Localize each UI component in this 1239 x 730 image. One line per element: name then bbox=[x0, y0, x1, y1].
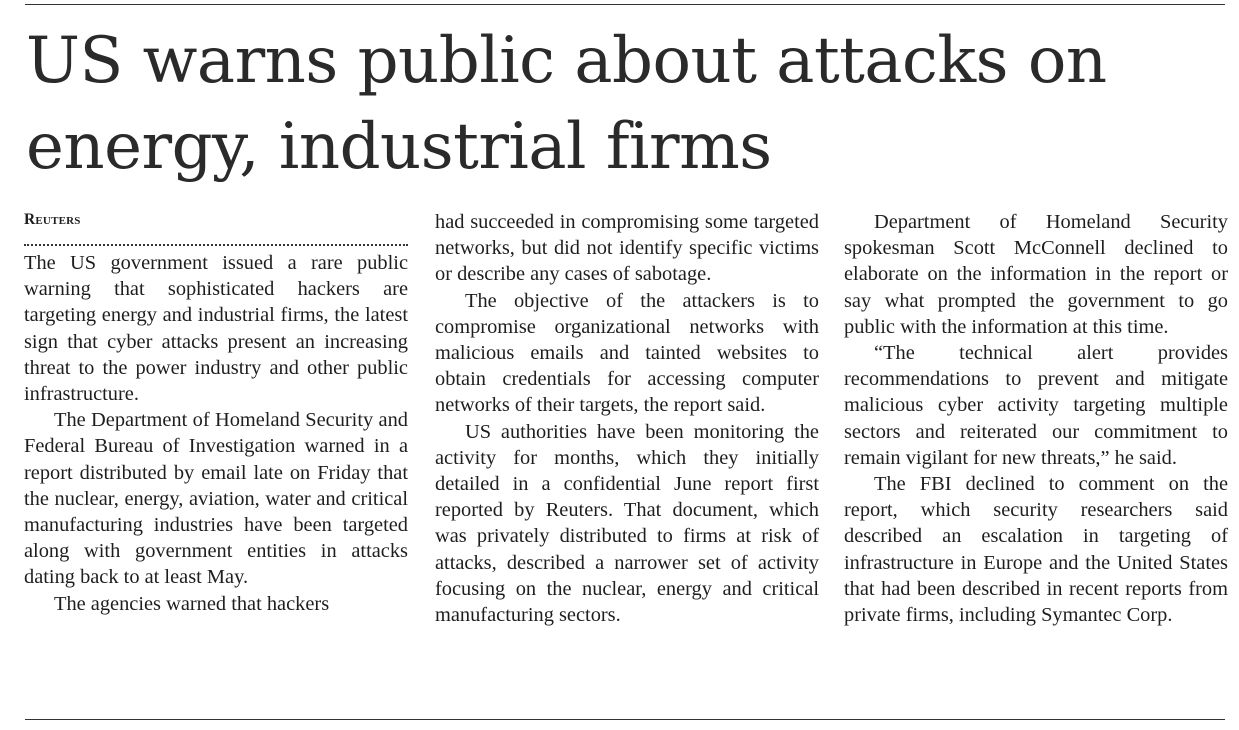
byline: Reuters bbox=[24, 211, 81, 228]
byline-divider bbox=[24, 244, 408, 246]
paragraph: Department of Homeland Security spokesman Scott McConnell declined to elaborate on the information in the report or say what prompted the government to go public with the information at this time. bbox=[844, 211, 1228, 338]
headline: US warns public about attacks on energy, industrial firms bbox=[26, 24, 1107, 184]
paragraph: had succeeded in compromising some targeted networks, but did not identify specific victims or describe any cases of sabotage. bbox=[435, 211, 819, 286]
top-rule bbox=[25, 4, 1225, 5]
paragraph: US authorities have been monitoring the activity for months, which they initially detailed in a confidential June report first reported by Reuters. That document, which was privately distributed to firms at risk of attacks, described a narrower set of activity focusing on the nuclear, energy and critical manufacturing sectors. bbox=[435, 420, 819, 627]
paragraph: The agencies warned that hackers bbox=[54, 592, 330, 615]
paragraph: The US government issued a rare public warning that sophisticated hackers are targeting energy and industrial firms, the latest sign that cyber attacks present an increasing threat to the power industry and other public infrastructure. bbox=[24, 252, 408, 406]
column-1 bbox=[24, 209, 408, 617]
column-2 bbox=[435, 209, 819, 628]
paragraph: “The technical alert provides recommendations to prevent and mitigate malicious cyber activity targeting multiple sectors and reiterated our commitment to remain vigilant for new threats,” he said. bbox=[844, 342, 1228, 469]
paragraph: The objective of the attackers is to compromise organizational networks with malicious emails and tainted websites to obtain credentials for accessing computer networks of their targets, the report said. bbox=[435, 289, 819, 417]
paragraph: The Department of Homeland Security and Federal Bureau of Investigation warned in a report distributed by email late on Friday that the nuclear, energy, aviation, water and critical manufacturing industries have been targeted along with government entities in attacks dating back to at least May. bbox=[24, 409, 408, 589]
column-3 bbox=[844, 209, 1228, 628]
bottom-rule bbox=[25, 719, 1225, 720]
paragraph: The FBI declined to comment on the report, which security researchers said described an escalation in targeting of infrastructure in Europe and the United States that had been described in recent reports from private firms, including Symantec Corp. bbox=[844, 473, 1228, 627]
article-body bbox=[24, 209, 1228, 709]
